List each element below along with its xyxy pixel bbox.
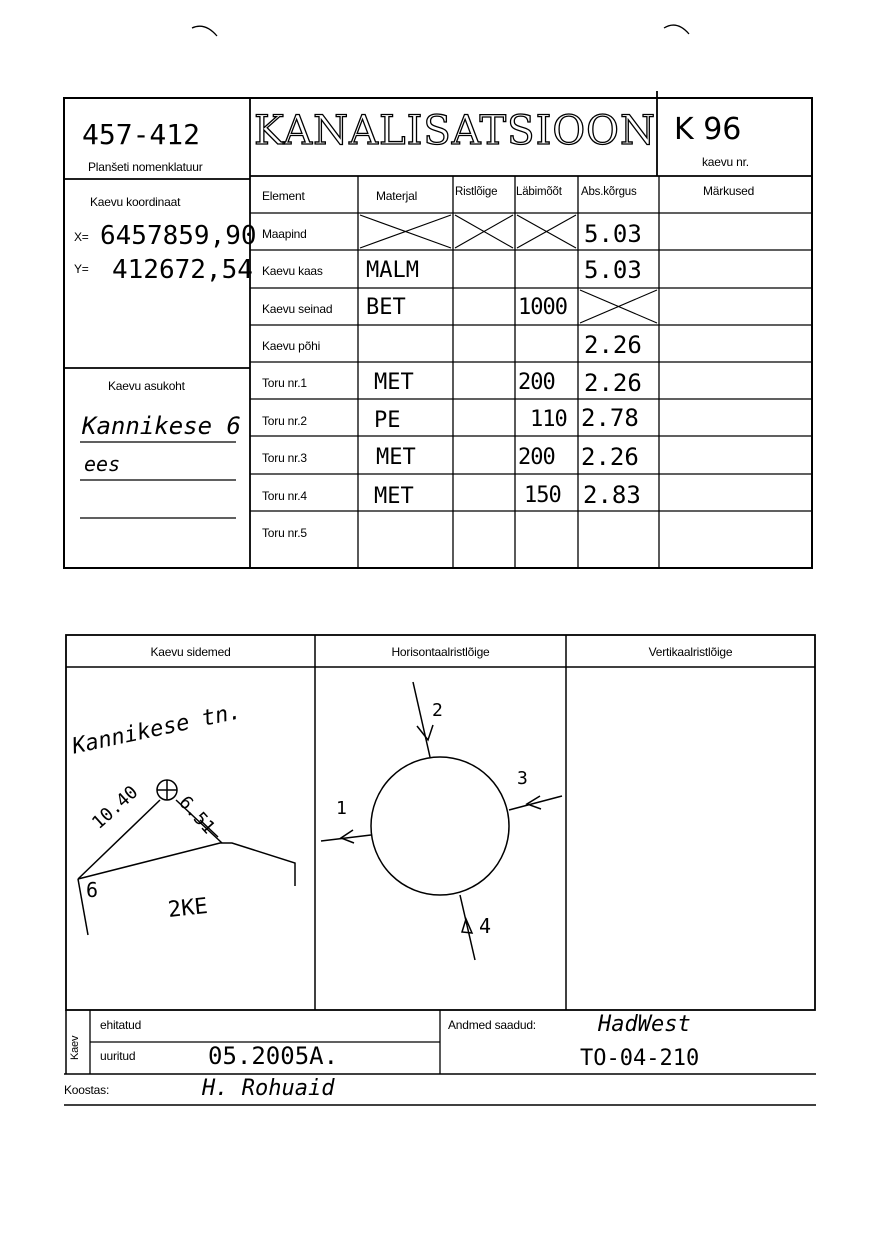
row-diameter: 150 [524,483,561,508]
row-abs-height: 2.26 [584,331,642,359]
corner-distance: 6 [86,878,99,902]
row-material: MET [376,445,416,470]
well-circle [371,757,509,895]
header-cross-section: Ristlõige [455,186,498,198]
sheet-number-label: Planšeti nomenklatuur [88,160,203,174]
row-diameter: 110 [530,407,567,432]
well-number: K 96 [674,112,742,147]
compiled-label: Koostas: [64,1083,110,1097]
data-source-code: TO-04-210 [580,1046,700,1071]
row-element: Kaevu põhi [262,339,321,353]
punch-hole-mark-left [192,26,217,36]
distance-left: 10.40 [88,781,143,834]
built-label: ehitatud [100,1018,142,1032]
row-diameter: 1000 [518,295,567,320]
pipe-label-2: 2 [432,700,443,721]
row-abs-height: 2.83 [583,481,641,509]
row-material: MALM [366,258,419,283]
building-label: 2KE [166,893,209,924]
pipe-label-1: 1 [336,798,347,819]
distance-right: 6.51 [174,792,220,839]
row-material: PE [374,408,401,433]
x-coordinate: 6457859,90 [100,221,257,251]
lower-form-border [66,635,815,1010]
punch-hole-mark-right [664,25,689,34]
coordinates-label: Kaevu koordinaat [90,195,181,209]
connections-header: Kaevu sidemed [150,645,231,659]
row-element: Toru nr.2 [262,414,307,428]
header-material: Materjal [376,189,418,203]
pipe-label-3: 3 [517,768,528,789]
surveyed-label: uuritud [100,1049,136,1063]
well-number-label: kaevu nr. [702,155,749,169]
well-side-label: Kaev [69,1035,81,1060]
compiled-by: H. Rohuaid [202,1076,335,1101]
header-abs-height: Abs.kõrgus [581,186,637,198]
row-element: Maapind [262,227,307,241]
row-abs-height: 5.03 [584,220,642,248]
data-source-value: HadWest [598,1012,691,1037]
row-element: Kaevu kaas [262,264,323,278]
horizontal-section-header: Horisontaalristlõige [391,645,490,659]
location-label: Kaevu asukoht [108,379,185,393]
location-line1: Kannikese 6 [82,412,241,440]
row-element: Toru nr.1 [262,376,307,390]
row-material: BET [366,295,406,320]
header-notes: Märkused [703,184,755,198]
y-label: Y= [74,262,89,276]
row-element: Toru nr.5 [262,526,307,540]
pipe-label-4: 4 [479,914,492,938]
page-title: KANALISATSIOON [254,108,656,154]
row-abs-height: 2.26 [584,369,642,397]
header-element: Element [262,189,305,203]
row-abs-height: 2.26 [581,443,639,471]
row-element: Kaevu seinad [262,302,333,316]
data-source-label: Andmed saadud: [448,1018,536,1032]
street-label: Kannikese tn. [70,699,244,760]
location-line2: ees [84,452,121,476]
row-diameter: 200 [518,445,555,470]
header-diameter: Läbimõõt [516,186,562,198]
row-abs-height: 5.03 [584,256,642,284]
row-element: Toru nr.4 [262,489,307,503]
vertical-section-header: Vertikaalristlõige [648,645,733,659]
row-element: Toru nr.3 [262,451,307,465]
x-label: X= [74,230,89,244]
y-coordinate: 412672,54 [112,255,253,285]
surveyed-value: 05.2005A. [208,1042,339,1070]
row-diameter: 200 [518,370,555,395]
row-material: MET [374,370,414,395]
row-abs-height: 2.78 [581,404,639,432]
sheet-number: 457-412 [82,118,201,151]
horizontal-section-drawing [321,682,562,960]
row-material: MET [374,484,414,509]
